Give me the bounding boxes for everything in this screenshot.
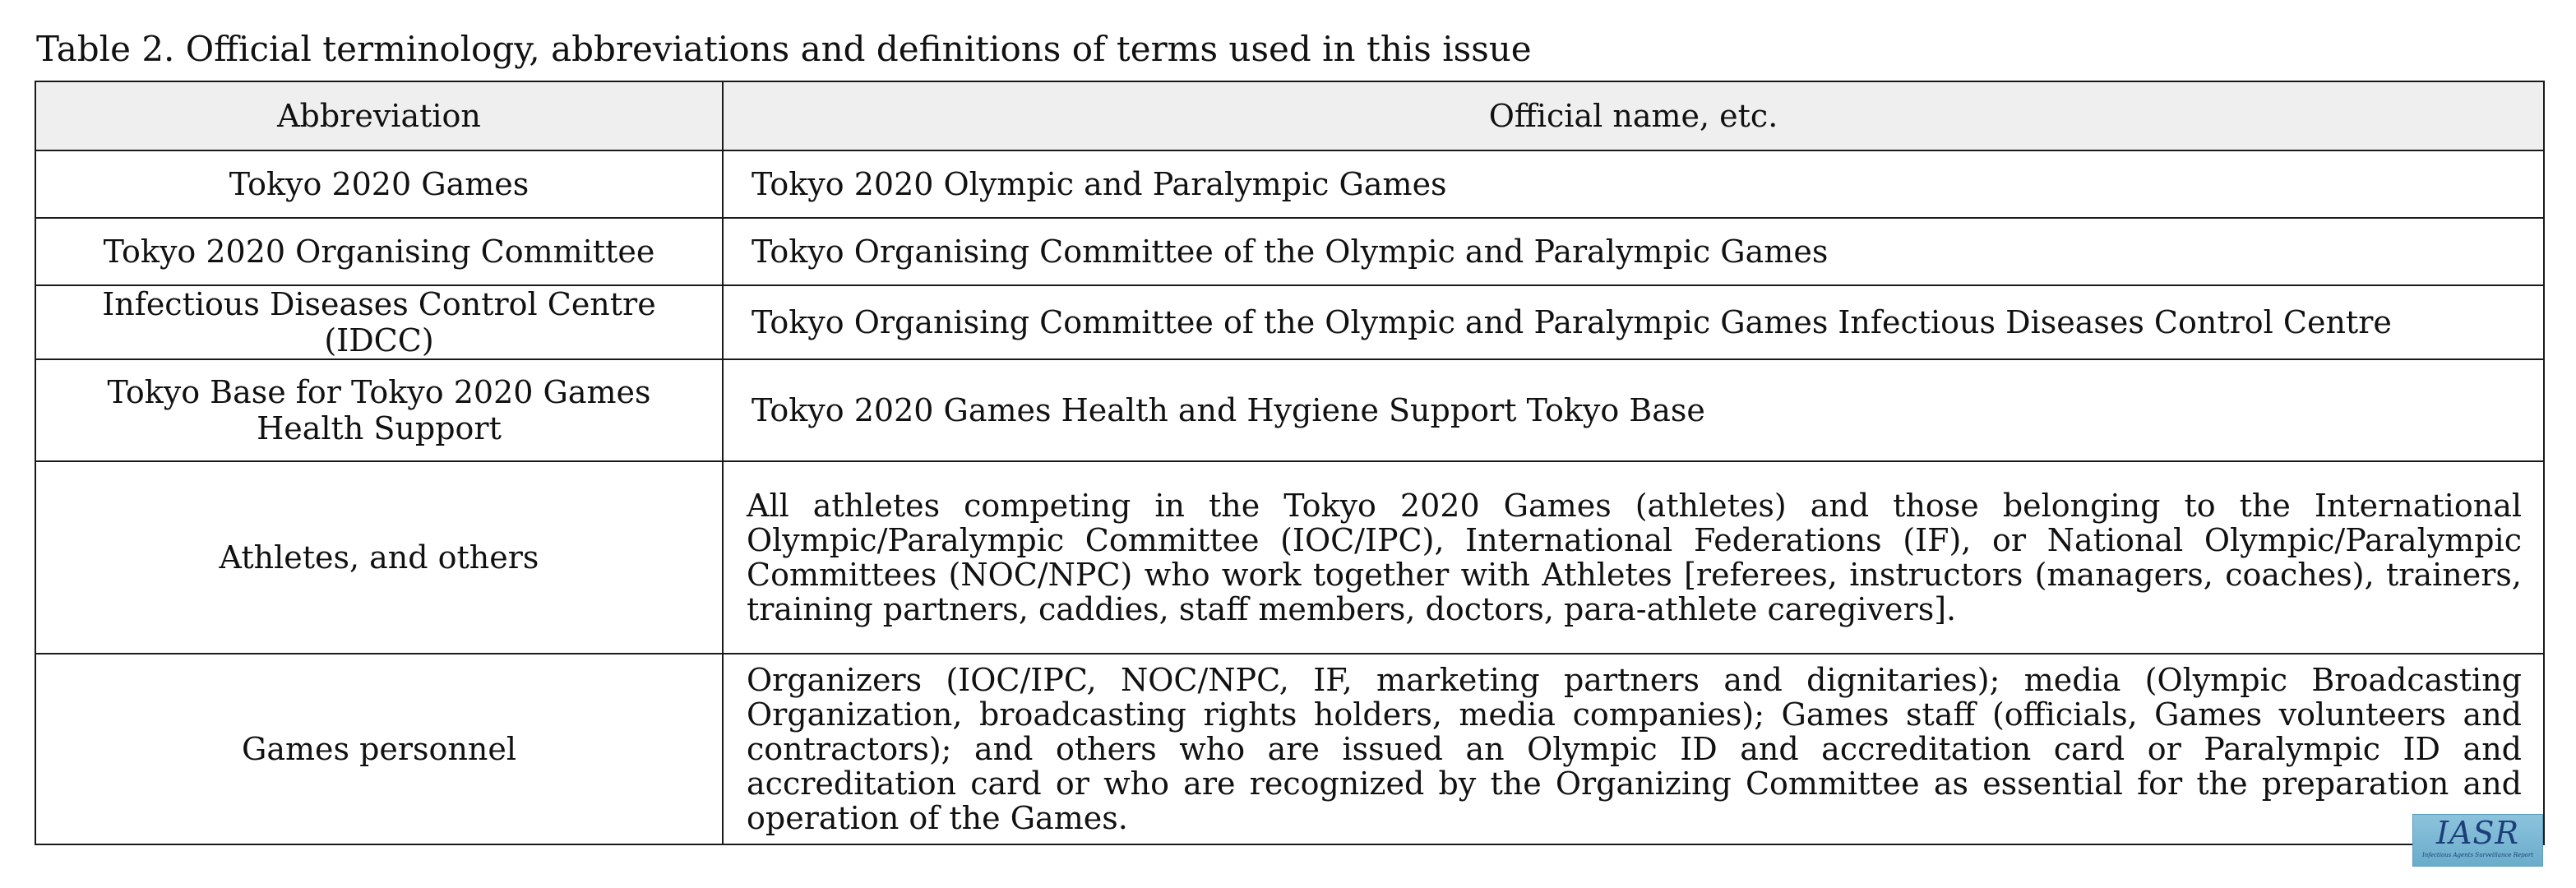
- table-row: [35, 218, 2544, 285]
- official-name-cell: Tokyo Organising Committee of the Olympic and Paralympic Games: [723, 218, 2544, 285]
- official-name-cell: Tokyo Organising Committee of the Olympic and Paralympic Games Infectious Diseases Control Centre: [723, 285, 2544, 359]
- table-row: [35, 654, 2544, 844]
- abbreviation-text: Infectious Diseases Control Centre (IDCC): [102, 286, 656, 358]
- abbreviation-text: Health Support: [257, 410, 502, 446]
- table-row: [35, 150, 2544, 218]
- table-row: [35, 285, 2544, 359]
- abbreviation-cell: [35, 359, 723, 461]
- official-name-cell: Organizers (IOC/IPC, NOC/NPC, IF, marketing partners and dignitaries); media (Olympic Broadcasting Organization, broadcasting rights holders, media companies); Games staff (officials, Games volunteers and contractors); and others who are issued an Olympic ID and accreditation card or Paralympic ID and accreditation card or who are recognized by the Organizing Committee as essential for the preparation and operation of the Games.: [723, 654, 2544, 844]
- official-name-cell: Tokyo 2020 Olympic and Paralympic Games: [723, 150, 2544, 218]
- terminology-table: [35, 81, 2545, 845]
- abbreviation-text: Tokyo 2020 Organising Committee: [103, 234, 655, 270]
- iasr-logo: [2412, 814, 2543, 867]
- abbreviation-text: Tokyo 2020 Games: [229, 166, 530, 202]
- abbreviation-text: Athletes, and others: [219, 539, 539, 576]
- abbreviation-cell: [35, 285, 723, 359]
- abbreviation-cell: [35, 218, 723, 285]
- abbreviation-text: Games personnel: [241, 731, 517, 767]
- logo-subtitle: Infectious Agents Surveillance Report: [2421, 852, 2534, 858]
- table-caption: Table 2. Official terminology, abbreviations and definitions of terms used in this issue: [36, 29, 1532, 69]
- official-name-cell: All athletes competing in the Tokyo 2020 Games (athletes) and those belonging to the International Olympic/Paralympic Committee (IOC/IPC), International Federations (IF), or National Olympic/Paralympic Committees (NOC/NPC) who work together with Athletes [referees, instructors (managers, coaches), trainers, training partners, caddies, staff members, doctors, para-athlete caregivers].: [723, 461, 2544, 654]
- official-name-cell: Tokyo 2020 Games Health and Hygiene Support Tokyo Base: [723, 359, 2544, 461]
- table-header-row: [35, 81, 2544, 150]
- column-header-abbreviation: Abbreviation: [35, 81, 723, 150]
- abbreviation-text: Tokyo Base for Tokyo 2020 Games: [107, 374, 651, 410]
- logo-mark: IASR: [2435, 815, 2520, 851]
- table-row: [35, 359, 2544, 461]
- abbreviation-cell: [35, 654, 723, 844]
- abbreviation-cell: [35, 150, 723, 218]
- abbreviation-cell: [35, 461, 723, 654]
- table-row: [35, 461, 2544, 654]
- column-header-official-name: Official name, etc.: [723, 81, 2544, 150]
